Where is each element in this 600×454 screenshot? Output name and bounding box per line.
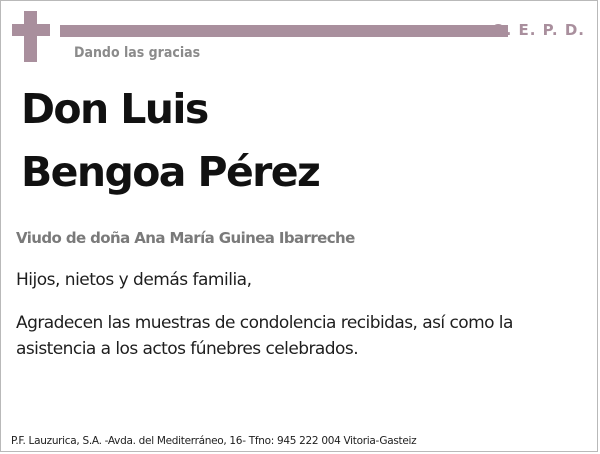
cross-horizontal-bar (12, 24, 50, 36)
thanks-paragraph: Agradecen las muestras de condolencia recibidas, así como la asistencia a los actos fúnebres celebrados. (16, 313, 513, 359)
funeral-home-footer: P.F. Lauzurica, S.A. -Avda. del Mediterráneo, 16- Tfno: 945 222 004 Vitoria-Gasteiz (11, 435, 417, 447)
widow-of-line: Viudo de doña Ana María Guinea Ibarreche (16, 229, 355, 247)
family-line: Hijos, nietos y demás familia, (16, 270, 252, 290)
header-divider-bar (60, 25, 508, 37)
deceased-name-line-1: Don Luis (21, 85, 208, 133)
notice-subtitle: Dando las gracias (74, 45, 201, 61)
rip-label: Q. E. P. D. (491, 21, 585, 39)
cross-vertical-bar (24, 11, 37, 62)
deceased-name-line-2: Bengoa Pérez (21, 148, 320, 196)
